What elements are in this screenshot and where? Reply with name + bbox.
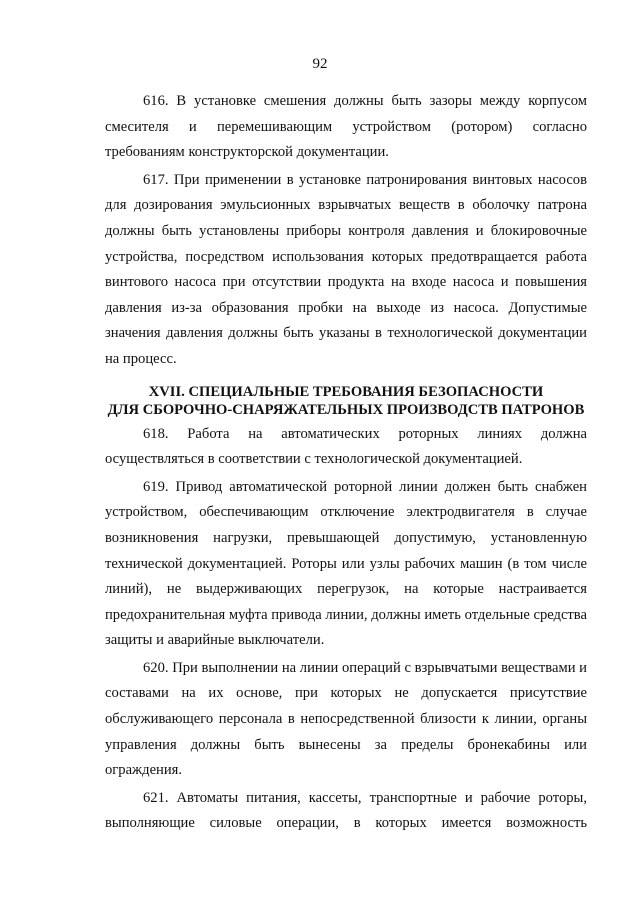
page-number: 92 (312, 56, 328, 72)
document-body (105, 89, 587, 839)
paragraph-617: 617. При применении в установке патронирования винтовых насосов для дозирования эмульсионных взрывчатых веществ в оболочку патрона должны быть установлены приборы контроля давления и блокировочные устройства, посредством использования которых предотвращается работа винтового насоса при отсутствии продукта на входе насоса и повышения давления из-за образования пробки на выходе из насоса. Допустимые значения давления должны быть указаны в технологической документации на процесс. (105, 171, 587, 367)
paragraph-616: 616. В установке смешения должны быть зазоры между корпусом смесителя и перемешивающим устройством (ротором) согласно требованиям конструкторской документации. (105, 93, 587, 161)
section-heading-line-2: ДЛЯ СБОРОЧНО-СНАРЯЖАТЕЛЬНЫХ ПРОИЗВОДСТВ ПАТРОНОВ (107, 402, 585, 419)
paragraph-620: 620. При выполнении на линии операций с взрывчатыми веществами и составами на их основе, при которых не допускается присутствие обслуживающего персонала в непосредственной близости к линии, органы управления должны быть вынесены за пределы бронекабины или ограждения. (105, 659, 587, 779)
paragraph-619: 619. Привод автоматической роторной линии должен быть снабжен устройством, обеспечивающим отключение электродвигателя в случае возникновения нагрузки, превышающей допустимую, установленную технической документацией. Роторы или узлы рабочих машин (в том числе линий), не выдерживающих перегрузок, на которые настраивается предохранительная муфта привода линии, должны иметь отдельные средства защиты и аварийные выключатели. (105, 478, 587, 649)
section-heading (105, 383, 587, 420)
paragraph-621: 621. Автоматы питания, кассеты, транспортные и рабочие роторы, выполняющие силовые операции, в которых имеется возможность (105, 789, 587, 832)
paragraph-618: 618. Работа на автоматических роторных линиях должна осуществляться в соответствии с технологической документацией. (105, 425, 587, 468)
section-heading-line-1: XVII. СПЕЦИАЛЬНЫЕ ТРЕБОВАНИЯ БЕЗОПАСНОСТИ (148, 383, 544, 400)
